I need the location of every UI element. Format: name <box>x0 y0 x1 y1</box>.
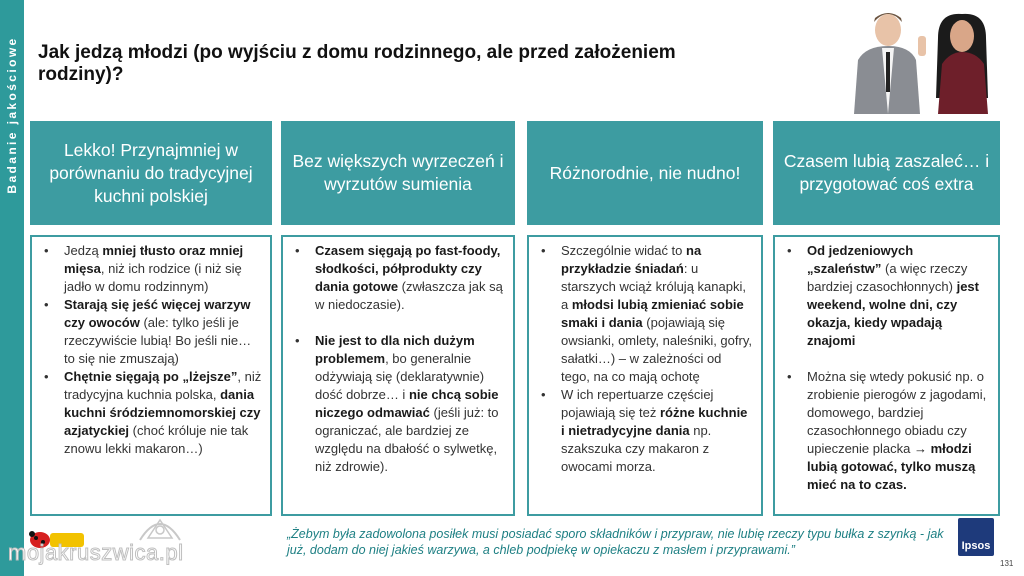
text: , niż tradycyjna kuchnia polska, <box>64 369 262 402</box>
bold-text: jest weekend, wolne dni, czy okazja, kiedy wpadają znajomi <box>807 279 979 348</box>
column-3-header: Różnorodnie, nie nudno! <box>527 121 763 225</box>
bullet-item <box>40 296 262 368</box>
sidebar-band <box>0 0 24 576</box>
bold-text: nie chcą sobie niczego odmawiać <box>315 387 499 420</box>
column-2-header: Bez większych wyrzeczeń i wyrzutów sumienia <box>281 121 515 225</box>
text: , niż ich rodzice (i niż się jadło w domu rodzinnym) <box>64 261 242 294</box>
column-1-header: Lekko! Przynajmniej w porównaniu do tradycyjnej kuchni polskiej <box>30 121 272 225</box>
bold-text: mniej tłusto oraz mniej mięsa <box>64 243 244 276</box>
bold-text: Nie jest to dla nich dużym problemem <box>315 333 475 366</box>
bullet-item <box>291 332 505 476</box>
text: W ich repertuarze częściej pojawiają się też <box>561 387 714 420</box>
text: (pojawiają się owsianki, omlety, naleśniki, gofry, sałatki…) – w zależności od tego, na co mają ochotę <box>561 315 752 384</box>
text: Jedzą <box>64 243 103 258</box>
text: Można się wtedy pokusić np. o zrobienie pierogów z jagodami, domowego, bardziej czasochłonnego obiadu czy upieczenie placka <box>807 369 987 456</box>
text: np. szakszuka czy makaron z owocami morza. <box>561 423 712 474</box>
young-people-photo <box>846 8 1012 114</box>
text: (a więc rzeczy bardziej czasochłonnych) <box>807 261 968 294</box>
bullet-item <box>291 242 505 314</box>
bullet-item <box>537 242 753 386</box>
text: , bo generalnie odżywiają się (deklaratywnie) dość dobrze… i <box>315 351 485 402</box>
bullet-item <box>40 368 262 458</box>
bold-text: Chętnie sięgają po „lżejsze” <box>64 369 238 384</box>
bold-text: różne kuchnie i nietradycyjne dania <box>561 405 748 438</box>
text: (jeśli już: to ograniczać, ale bardziej ze względu na dbałość o sylwetkę, niż zdrowie). <box>315 405 499 474</box>
text: (ale: tylko jeśli je rzeczywiście lubią! Bo jeśli nie… to się nie zmuszają) <box>64 315 252 366</box>
bold-text: Od jedzeniowych „szaleństw” <box>807 243 914 276</box>
sidebar-label: Badanie jakościowe <box>5 36 19 194</box>
bold-text: → młodzi lubią gotować, tylko muszą mieć na to czas. <box>807 441 976 492</box>
bullet-item <box>783 242 990 350</box>
bold-text: Starają się jeść więcej warzyw czy owoców <box>64 297 251 330</box>
bold-text: Czasem sięgają po fast-foody, słodkości, półprodukty czy dania gotowe <box>315 243 501 294</box>
column-4-body <box>773 235 1000 516</box>
bold-text: młodsi lubią zmieniać sobie smaki i dania <box>561 297 744 330</box>
bullet-item <box>537 386 753 476</box>
text: Szczególnie widać to <box>561 243 687 258</box>
page-number: 131 <box>1000 559 1014 568</box>
column-3-body <box>527 235 763 516</box>
bullet-item <box>783 368 990 494</box>
bullet-item <box>40 242 262 296</box>
respondent-quote: „Żebym była zadowolona posiłek musi posiadać sporo składników i przypraw, nie lubię rzeczy typu bułka z szynką - jak już, dodam do niej jakieś warzywa, a chleb podpiekę w opiekaczu z masłem i przyprawami.” <box>287 527 944 557</box>
bold-text: na przykładzie śniadań <box>561 243 702 276</box>
text: (choć króluje nie tak znowu lekki makaron…) <box>64 423 249 456</box>
page-title: Jak jedzą młodzi (po wyjściu z domu rodzinnego, ale przed założeniem rodziny)? <box>38 42 676 85</box>
text: (zwłaszcza jak są w niedoczasie). <box>315 279 503 312</box>
text: : u starszych wciąż królują kanapki, a <box>561 261 746 312</box>
ipsos-logo: Ipsos <box>958 518 994 556</box>
bold-text: dania kuchni śródziemnomorskiej czy azjatyckiej <box>64 387 261 438</box>
column-4-header: Czasem lubią zaszaleć… i przygotować coś extra <box>773 121 1000 225</box>
site-watermark: mojakruszwica.pl <box>8 540 184 565</box>
column-1-body <box>30 235 272 516</box>
column-2-body <box>281 235 515 516</box>
